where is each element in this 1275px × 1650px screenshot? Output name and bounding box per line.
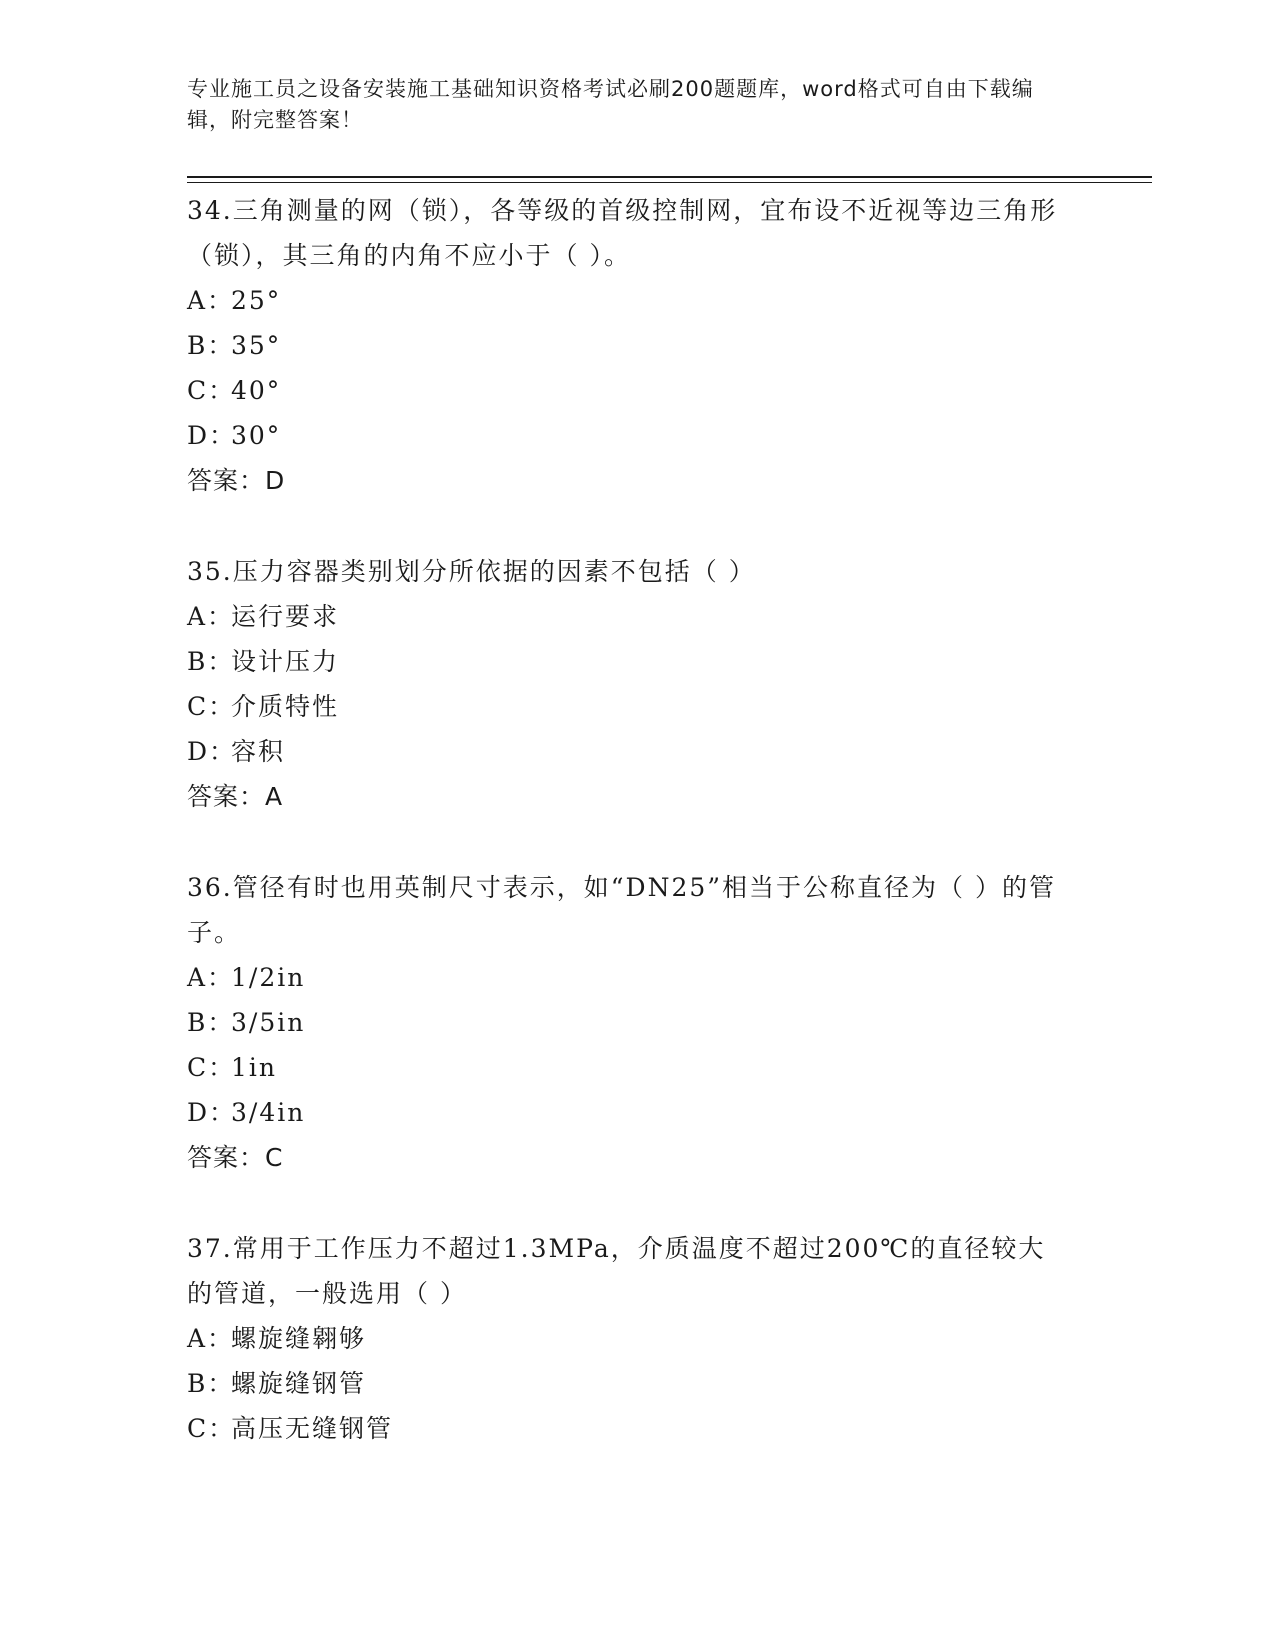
option-text: 25° <box>231 286 282 315</box>
option-key: C： <box>187 376 236 405</box>
question-35 <box>187 549 1087 819</box>
option-text: 运行要求 <box>231 602 340 631</box>
question-34 <box>187 188 1087 503</box>
option-text: 螺旋缝翱够 <box>231 1324 367 1353</box>
question-36 <box>187 865 1087 1180</box>
option-key: B： <box>187 1369 235 1398</box>
header-divider-thick <box>187 176 1152 178</box>
question-stem: 37.常用于工作压力不超过1.3MPa，介质温度不超过200℃的直径较大的管道，一般选用（ ） <box>187 1234 1046 1308</box>
option-text: 3/4in <box>231 1098 306 1127</box>
option-key: D： <box>187 1098 237 1127</box>
option-text: 容积 <box>231 737 286 766</box>
answer-line: 答案：A <box>187 782 284 811</box>
answer-line: 答案：C <box>187 1143 284 1172</box>
question-stem: 35.压力容器类别划分所依据的因素不包括（ ） <box>187 557 756 586</box>
question-list <box>187 188 1087 1451</box>
option-key: D： <box>187 421 237 450</box>
document-header: 专业施工员之设备安装施工基础知识资格考试必刷200题题库，word格式可自由下载编辑，附完整答案！ <box>187 77 1034 132</box>
option-a <box>187 955 1087 1000</box>
option-key: B： <box>187 647 235 676</box>
option-key: A： <box>187 1324 235 1353</box>
option-a <box>187 1316 1087 1361</box>
option-text: 1in <box>231 1053 278 1082</box>
question-stem: 34.三角测量的网（锁），各等级的首级控制网，宜布设不近视等边三角形（锁），其三角的内角不应小于（ ）。 <box>187 196 1058 270</box>
option-text: 螺旋缝钢管 <box>231 1369 367 1398</box>
header-divider-thin <box>187 182 1152 183</box>
option-a <box>187 278 1087 323</box>
question-37 <box>187 1226 1087 1451</box>
answer-line: 答案：D <box>187 466 286 495</box>
option-key: A： <box>187 602 235 631</box>
option-c <box>187 684 1087 729</box>
option-d <box>187 413 1087 458</box>
option-key: B： <box>187 331 235 360</box>
option-a <box>187 594 1087 639</box>
option-d <box>187 1090 1087 1135</box>
option-b <box>187 1000 1087 1045</box>
option-c <box>187 1045 1087 1090</box>
option-text: 1/2in <box>231 963 306 992</box>
option-key: A： <box>187 963 235 992</box>
option-text: 介质特性 <box>231 692 340 721</box>
option-key: B： <box>187 1008 235 1037</box>
option-c <box>187 1406 1087 1451</box>
option-key: A： <box>187 286 235 315</box>
option-text: 35° <box>231 331 282 360</box>
option-key: C： <box>187 1414 236 1443</box>
option-text: 3/5in <box>231 1008 306 1037</box>
option-d <box>187 729 1087 774</box>
option-key: D： <box>187 737 237 766</box>
option-b <box>187 323 1087 368</box>
question-spacer <box>187 819 1087 865</box>
option-key: C： <box>187 1053 236 1082</box>
question-spacer <box>187 1180 1087 1226</box>
question-spacer <box>187 503 1087 549</box>
option-b <box>187 639 1087 684</box>
option-text: 30° <box>231 421 282 450</box>
option-text: 高压无缝钢管 <box>231 1414 394 1443</box>
option-b <box>187 1361 1087 1406</box>
question-stem: 36.管径有时也用英制尺寸表示，如“DN25”相当于公称直径为（ ）的管子。 <box>187 873 1056 947</box>
option-text: 设计压力 <box>231 647 340 676</box>
option-key: C： <box>187 692 236 721</box>
option-c <box>187 368 1087 413</box>
option-text: 40° <box>231 376 282 405</box>
